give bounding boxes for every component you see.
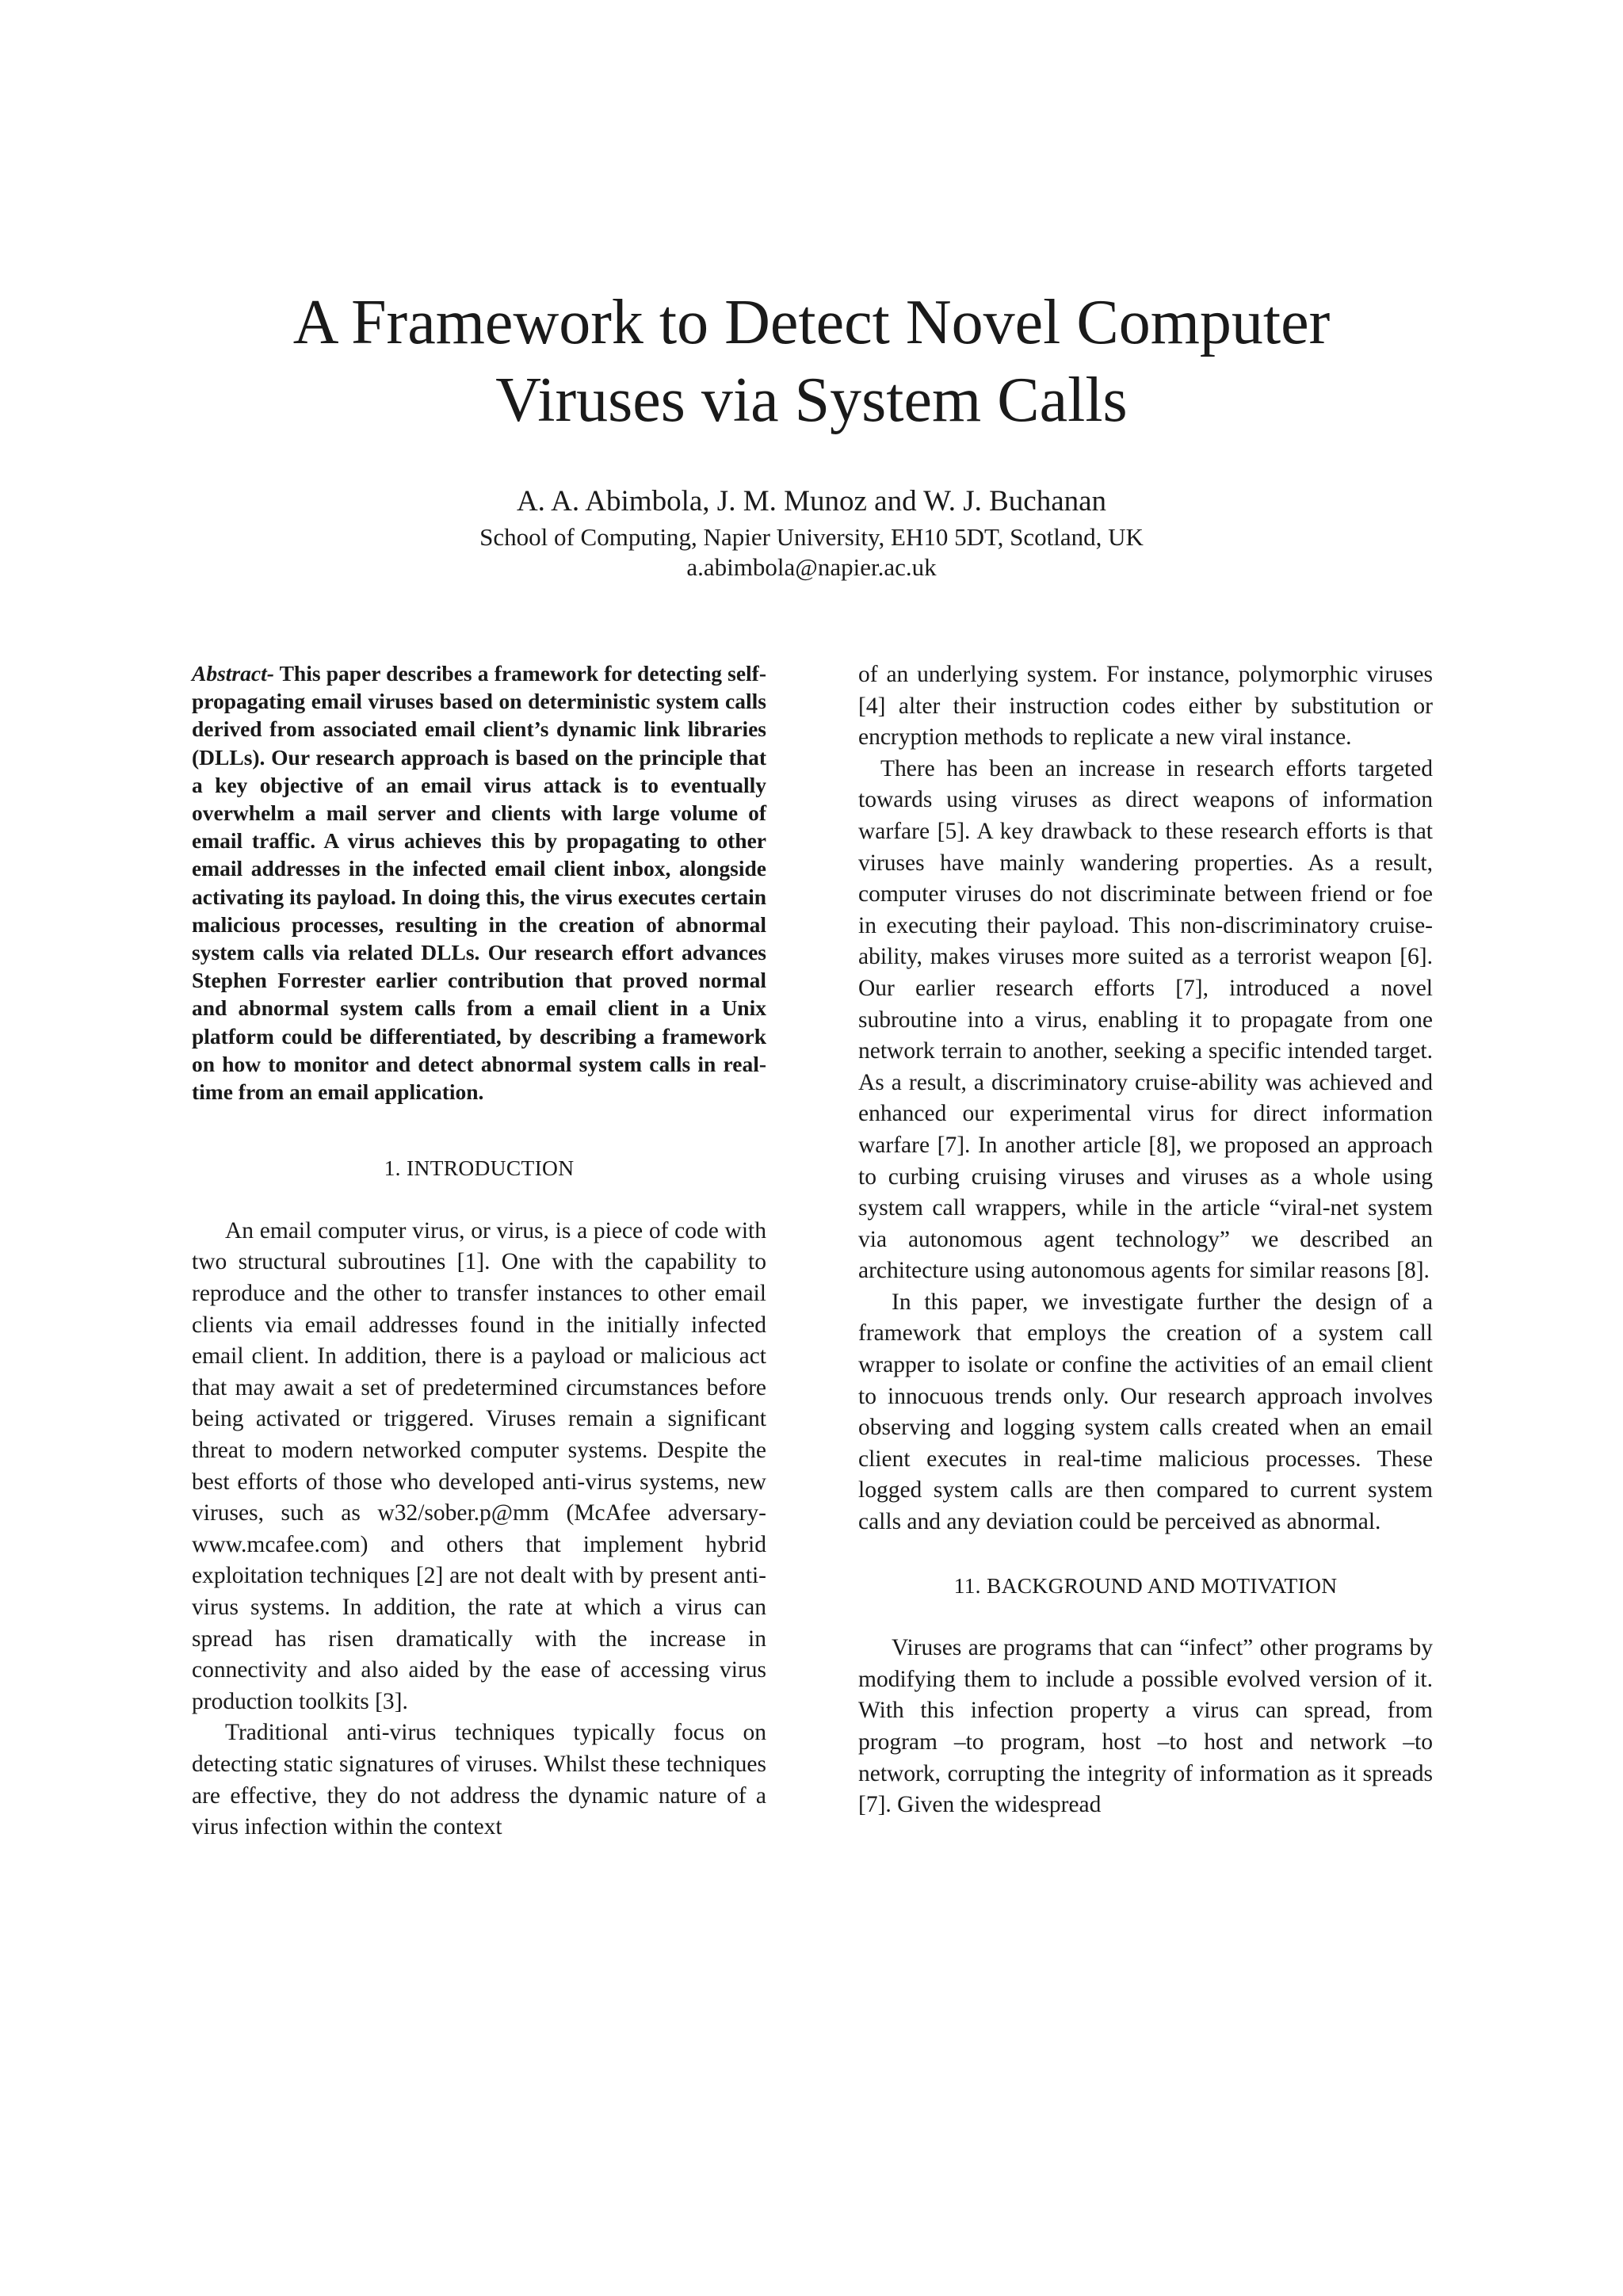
intro-paragraph-3: There has been an increase in research efforts targeted towards using viruses as direct weapons of information warfare [5]. A key drawback to these research efforts is that viruses have mainly wandering properties. As a result, computer viruses do not discriminate between friend or foe in executing their payload. This non-discriminatory cruise-ability, makes viruses more suited as a terrorist weapon [6]. Our earlier research efforts [7], introduced a novel subroutine into a virus, enabling it to propagate from one network terrain to another, seeking a specific intended target. As a result, a discriminatory cruise-ability was achieved and enhanced our experimental virus for direct information warfare [7]. In another article [8], we proposed an approach to curbing cruising viruses and viruses as a whole using system call wrappers, while in the article “viral-net system via autonomous agent technology” we described an architecture using autonomous agents for similar reasons [8]. [858, 755, 1433, 1284]
title-line-1: A Framework to Detect Novel Computer [292, 288, 1331, 357]
section-heading-introduction: 1. INTRODUCTION [384, 1156, 575, 1181]
title-line-2: Viruses via System Calls [495, 365, 1128, 435]
authors: A. A. Abimbola, J. M. Munoz and W. J. Buchanan [516, 485, 1107, 518]
paper-title [0, 284, 1623, 439]
section-heading-background: 11. BACKGROUND AND MOTIVATION [953, 1572, 1338, 1598]
abstract-text: This paper describes a framework for detecting self-propagating email viruses based on deterministic system calls derived from associated email client’s dynamic link libraries (DLLs). Our research approach is based on the principle that a key objective of an email virus attack is to eventually overwhelm a mail server and clients with large volume of email traffic. A virus achieves this by propagating to other email addresses in the infected email client inbox, alongside activating its payload. In doing this, the virus executes certain malicious processes, resulting in the creation of abnormal system calls via related DLLs. Our research effort advances Stephen Forrester earlier contribution that proved normal and abnormal system calls from a email client in a Unix platform could be differentiated, by describing a framework on how to monitor and detect abnormal system calls in real-time from an email application. [192, 661, 766, 1105]
affiliation: School of Computing, Napier University, EH10 5DT, Scotland, UK [479, 523, 1144, 551]
abstract [192, 659, 766, 1106]
intro-paragraph-2: Traditional anti-virus techniques typically focus on detecting static signatures of viruses. Whilst these techniques are effective, they do not address the dynamic nature of a virus infection within the context [192, 1720, 766, 1840]
abstract-lead: Abstract- [192, 661, 274, 686]
intro-paragraph-1: An email computer virus, or virus, is a piece of code with two structural subroutines [1]. One with the capability to reproduce and the other to transfer instances to other email clients via email addresses found in the initially infected email client. In addition, there is a payload or malicious act that may await a set of predetermined circumstances before being activated or triggered. Viruses remain a significant threat to modern networked computer systems. Despite the best efforts of those who developed anti-virus systems, new viruses, such as w32/sober.p@mm (McAfee adversary-www.mcafee.com) and others that implement hybrid exploitation techniques [2] are not dealt with by present anti-virus systems. In addition, the rate at which a virus can spread has risen dramatically with the increase in connectivity and also aided by the ease of accessing virus production toolkits [3]. [192, 1217, 766, 1714]
author-email: a.abimbola@napier.ac.uk [686, 553, 937, 581]
left-column [192, 659, 766, 1843]
background-paragraph-1: Viruses are programs that can “infect” other programs by modifying them to include a possible evolved version of it. With this infection property a virus can spread, from program –to program, host –to host and network –to network, corrupting the integrity of information as it spreads [7]. Given the widespread [858, 1635, 1433, 1818]
intro-paragraph-2-continued: of an underlying system. For instance, polymorphic viruses [4] alter their instruction codes either by substitution or encryption methods to replicate a new viral instance. [858, 662, 1433, 751]
intro-paragraph-4: In this paper, we investigate further the design of a framework that employs the creation of a system call wrapper to isolate or confine the activities of an email client to innocuous trends only. Our research approach involves observing and logging system calls created when an email client executes in real-time malicious processes. These logged system calls are then compared to current system calls and any deviation could be perceived as abnormal. [858, 1289, 1433, 1535]
right-column [858, 659, 1433, 1821]
